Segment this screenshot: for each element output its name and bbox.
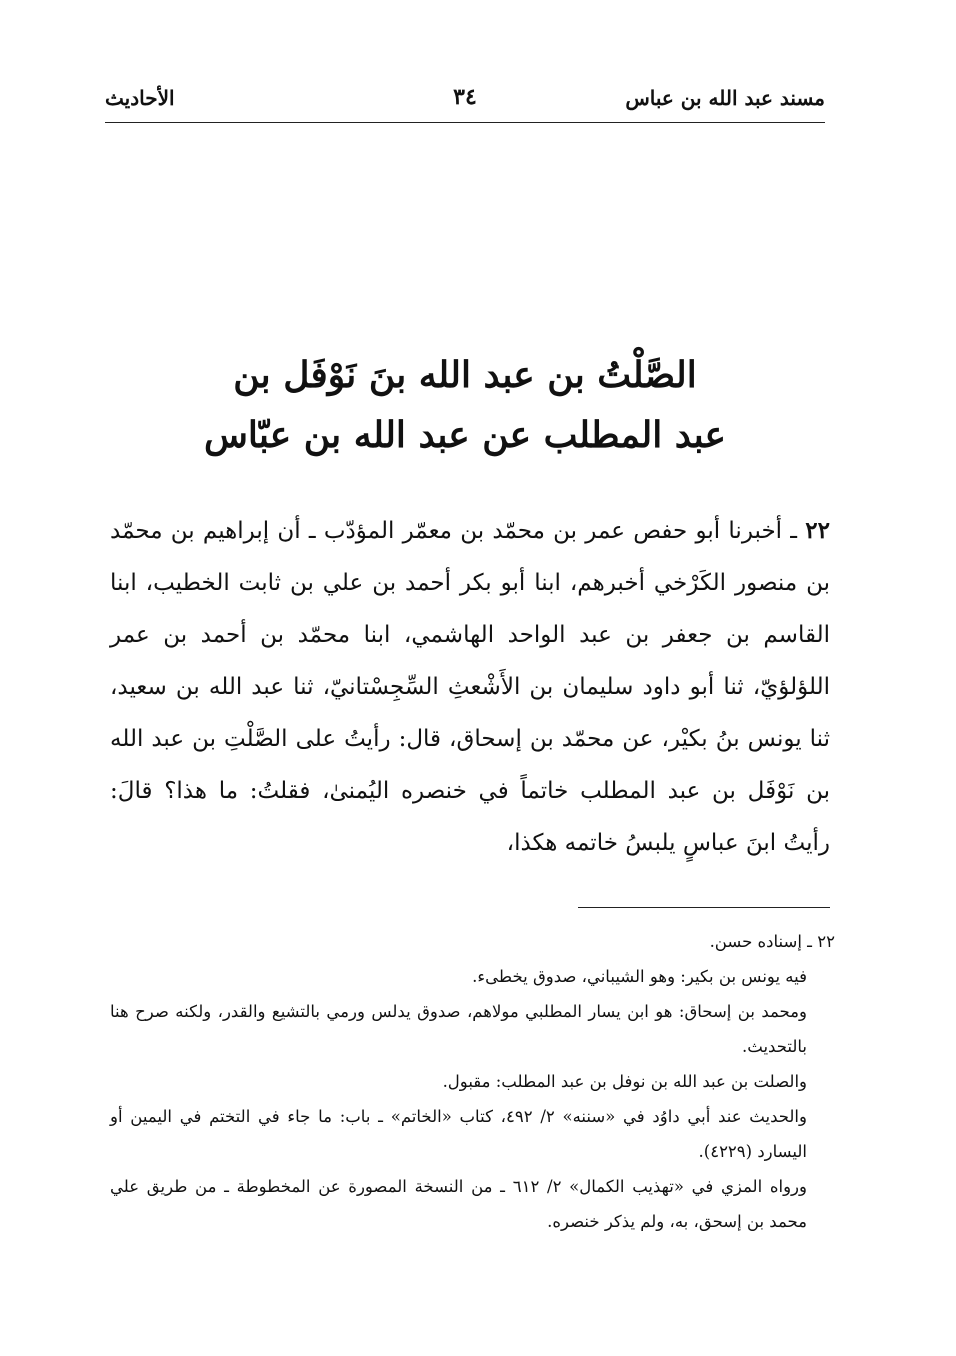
footnote-line: والحديث عند أبي داوُد في «سننه» ٢/ ٤٩٢، كتاب «الخاتم» ـ باب: ما جاء في التختم في اليمين أو اليسارد (٤٢٢٩). xyxy=(110,1107,807,1161)
footnote-line: ورواه المزي في «تهذيب الكمال» ٢/ ٦١٢ ـ من النسخة المصورة عن المخطوطة ـ من طريق علي محمد بن إسحق، به، ولم يذكر خنصره. xyxy=(110,1177,807,1231)
footnote-line: ٢٢ ـ إسناده حسن. xyxy=(709,932,835,951)
footnote-line: والصلت بن عبد الله بن نوفل بن عبد المطلب: مقبول. xyxy=(442,1072,807,1091)
chapter-heading xyxy=(150,345,780,465)
footnote-line: فيه يونس بن بكير: وهو الشيباني، صدوق يخطىء. xyxy=(472,967,807,986)
footnote-divider xyxy=(578,907,830,908)
heading-line-2: عبد المطلب عن عبد الله بن عبّاس xyxy=(203,414,727,456)
hadith-body: ـ أخبرنا أبو حفص عمر بن محمّد بن معمّر المؤدّب ـ أن إبراهيم بن محمّد بن منصور الكَرْخي أخبرهم، ابنا أبو بكر أحمد بن علي بن ثابت الخطيب، ابنا القاسم بن جعفر بن عبد الواحد الهاشمي، ابنا محمّد بن أحمد بن عمر اللؤلؤيّ، ثنا أبو داود سليمان بن الأَشْعثِ السِّجِسْتانيّ، ثنا عبد الله بن سعيد، ثنا يونس بنُ بكيْر، عن محمّد بن إسحاق، قال: رأيتُ على الصَّلْتِ بن عبد الله بن نَوْفَل بن عبد المطلب خاتماً في خنصره اليُمنىٰ، فقلتُ: ما هذا؟ قالَ: رأيتُ ابنَ عباسٍ يلبسُ خاتمه هكذا، xyxy=(110,518,830,856)
footnote-line: ومحمد بن إسحاق: هو ابن يسار المطلبي مولاهم، صدوق يدلس ورمي بالتشيع والقدر، ولكنه صرح هنا بالتحديث. xyxy=(110,1002,807,1056)
hadith-text xyxy=(110,505,830,869)
footnotes xyxy=(110,924,835,1239)
page-number: ٣٤ xyxy=(453,84,477,110)
running-header xyxy=(105,84,825,123)
book-title: مسند عبد الله بن عباس xyxy=(625,86,825,110)
hadith-number: ٢٢ xyxy=(805,517,831,544)
section-title: الأحاديث xyxy=(105,86,175,110)
heading-line-1: الصَّلْتُ بن عبد الله بنَ نَوْفَل بن xyxy=(233,354,697,396)
